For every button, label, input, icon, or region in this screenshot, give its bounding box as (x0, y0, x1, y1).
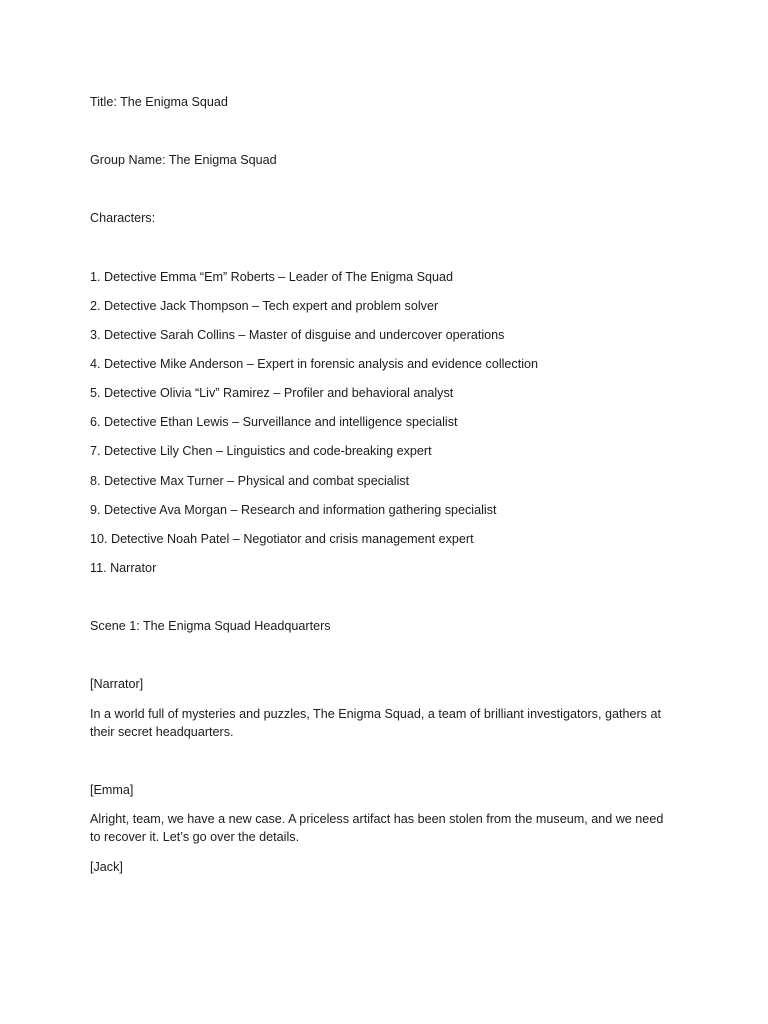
character-item: 11. Narrator (90, 561, 157, 575)
characters-heading: Characters: (90, 211, 156, 225)
dialogue-text: Alright, team, we have a new case. A priceless artifact has been stolen from the museum, and we need to recover it. Let’s go over the details. (90, 812, 664, 844)
character-item: 3. Detective Sarah Collins – Master of disguise and undercover operations (90, 328, 505, 342)
scene-heading: Scene 1: The Enigma Squad Headquarters (90, 619, 331, 633)
character-item: 10. Detective Noah Patel – Negotiator and crisis management expert (90, 532, 474, 546)
character-item: 6. Detective Ethan Lewis – Surveillance and intelligence specialist (90, 415, 458, 429)
group-name: Group Name: The Enigma Squad (90, 153, 277, 167)
character-item: 5. Detective Olivia “Liv” Ramirez – Profiler and behavioral analyst (90, 386, 454, 400)
character-item: 9. Detective Ava Morgan – Research and information gathering specialist (90, 503, 497, 517)
character-item: 2. Detective Jack Thompson – Tech expert and problem solver (90, 299, 439, 313)
character-item: 8. Detective Max Turner – Physical and combat specialist (90, 474, 410, 488)
speaker-label: [Narrator] (90, 677, 144, 691)
document-title: Title: The Enigma Squad (90, 95, 228, 109)
dialogue-text: In a world full of mysteries and puzzles, The Enigma Squad, a team of brilliant investigators, gathers at their secret headquarters. (90, 707, 661, 739)
speaker-label: [Jack] (90, 860, 123, 874)
character-item: 1. Detective Emma “Em” Roberts – Leader of The Enigma Squad (90, 270, 454, 284)
character-item: 4. Detective Mike Anderson – Expert in forensic analysis and evidence collection (90, 357, 539, 371)
character-item: 7. Detective Lily Chen – Linguistics and code-breaking expert (90, 444, 432, 458)
speaker-label: [Emma] (90, 783, 134, 797)
